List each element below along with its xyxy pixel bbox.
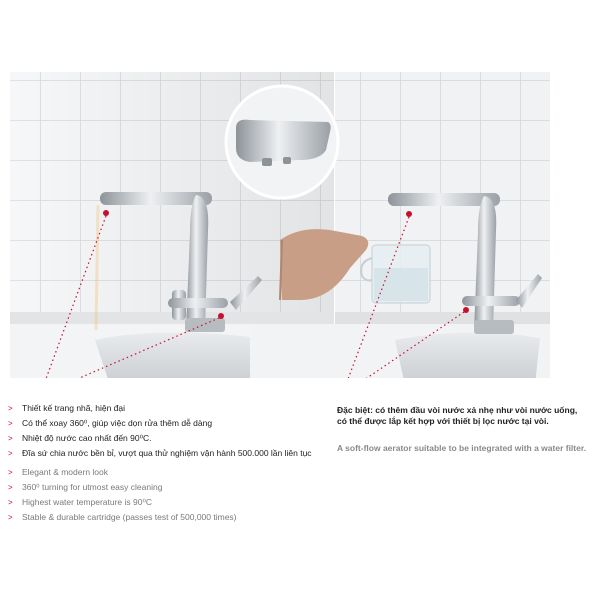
features-en-list [8, 467, 328, 523]
feature-en-item: > 360⁰ turning for utmost easy cleaning [8, 482, 163, 492]
feature-vn-item: > Đĩa sứ chia nước bền bỉ, vượt qua thử nghiệm vận hành 500.000 lần liên tục [8, 448, 312, 458]
spout-closeup-inset [226, 86, 338, 198]
feature-en-item: > Highest water temperature is 90⁰C [8, 497, 153, 507]
chevron-right-icon: > [8, 468, 13, 477]
aerator-en-note: A soft-flow aerator suitable to be integrated with a water filter. [337, 443, 587, 453]
features-list [8, 403, 328, 527]
chevron-right-icon: > [8, 483, 13, 492]
feature-en-item: > Elegant & modern look [8, 467, 108, 477]
chevron-right-icon: > [8, 434, 13, 443]
feature-vn-item: > Có thể xoay 360⁰, giúp việc dọn rửa thêm dễ dàng [8, 418, 213, 428]
feature-en-item: > Stable & durable cartridge (passes test of 500,000 times) [8, 512, 237, 522]
chevron-right-icon: > [8, 513, 13, 522]
special-vn-note: Đặc biệt: có thêm đầu vòi nước xả nhẹ như vòi nước uống, có thể được lắp kết hợp với thiết bị lọc nước tại vòi. [337, 405, 578, 426]
left-sink [95, 332, 260, 385]
features-vn-list [8, 403, 328, 459]
right-spout-marker [406, 211, 412, 217]
feature-vn-item: > Thiết kế trang nhã, hiện đại [8, 403, 126, 413]
chevron-right-icon: > [8, 419, 13, 428]
special-feature-text [337, 405, 587, 454]
chevron-right-icon: > [8, 449, 13, 458]
chevron-right-icon: > [8, 404, 13, 413]
left-spout-marker [103, 210, 109, 216]
feature-vn-item: > Nhiệt độ nước cao nhất đến 90⁰C. [8, 433, 152, 443]
chevron-right-icon: > [8, 498, 13, 507]
right-sink [395, 332, 540, 385]
